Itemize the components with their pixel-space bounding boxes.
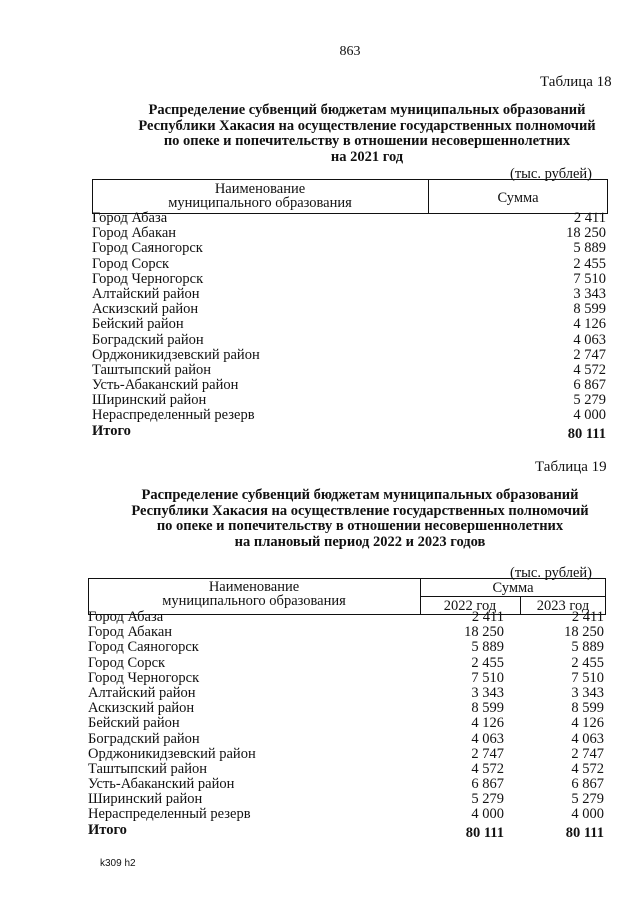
table-row — [88, 762, 606, 777]
total-row — [88, 821, 606, 841]
footer-code: k309 h2 — [100, 858, 136, 869]
row-value-2023: 4 000 — [571, 806, 604, 823]
total-row — [92, 422, 608, 442]
row-name: Ширинский район — [88, 791, 203, 808]
row-value-2022: 6 867 — [471, 776, 504, 793]
table-18-col-sum-header: Сумма — [497, 190, 539, 206]
row-value-2023: 18 250 — [564, 624, 604, 641]
row-value: 6 867 — [573, 377, 606, 394]
total-value: 80 111 — [567, 425, 606, 442]
row-name: Усть-Абаканский район — [92, 377, 239, 394]
row-value-2022: 8 599 — [471, 700, 504, 717]
table-18-unit: (тыс. рублей) — [510, 166, 592, 182]
table-19-sum-divider — [420, 596, 606, 597]
row-name: Ширинский район — [92, 392, 207, 409]
table-row — [88, 625, 606, 640]
row-name: Город Абаза — [88, 609, 164, 625]
heading-line: Распределение субвенций бюджетам муниципальных образований — [148, 102, 586, 118]
row-value-2022: 4 063 — [471, 730, 504, 747]
table-row — [92, 378, 608, 393]
row-name: Нераспределенный резерв — [88, 806, 251, 823]
table-18-label: Таблица 18 — [540, 74, 612, 90]
table-row — [92, 211, 608, 226]
row-value-2023: 4 126 — [571, 715, 604, 732]
row-name: Нераспределенный резерв — [92, 407, 255, 424]
row-value-2023: 5 279 — [571, 791, 604, 808]
row-value-2023: 8 599 — [571, 700, 604, 717]
row-name: Город Абакан — [88, 624, 173, 641]
row-name: Город Черногорск — [92, 270, 204, 287]
row-value: 7 510 — [573, 270, 606, 287]
row-name: Город Саяногорск — [88, 639, 199, 656]
row-name: Город Сорск — [88, 654, 166, 671]
heading-line: Республики Хакасия на осуществление государственных полномочий — [131, 502, 589, 519]
table-row — [88, 807, 606, 822]
heading-line: по опеке и попечительству в отношении несовершеннолетних — [163, 133, 571, 149]
heading-line: по опеке и попечительству в отношении несовершеннолетних — [156, 518, 564, 534]
row-value-2022: 2 411 — [471, 609, 504, 625]
row-value: 2 411 — [573, 210, 606, 226]
heading-line: Распределение субвенций бюджетам муниципальных образований — [141, 487, 579, 503]
table-row — [92, 408, 608, 423]
row-value-2023: 5 889 — [571, 639, 604, 656]
row-value: 18 250 — [566, 225, 606, 242]
row-value: 4 000 — [573, 407, 606, 424]
row-value-2022: 7 510 — [471, 669, 504, 686]
row-name: Город Черногорск — [88, 669, 200, 686]
row-value-2023: 2 747 — [571, 745, 604, 762]
row-value: 2 747 — [573, 346, 606, 363]
table-19-col-2023-header: 2023 год — [536, 598, 590, 614]
table-row — [88, 777, 606, 792]
table-18-col-name-header: Наименование муниципального образования — [168, 181, 352, 211]
table-19-heading — [40, 488, 640, 550]
table-row — [92, 272, 608, 287]
total-value-2022: 80 111 — [465, 824, 504, 841]
row-name: Алтайский район — [92, 285, 200, 302]
row-name: Аскизский район — [88, 700, 195, 717]
row-value: 3 343 — [573, 285, 606, 302]
row-name: Город Саяногорск — [92, 240, 203, 257]
row-name: Боградский район — [88, 730, 200, 747]
row-name: Аскизский район — [92, 301, 199, 318]
row-value-2023: 7 510 — [571, 669, 604, 686]
table-row — [88, 656, 606, 671]
row-value-2023: 4 572 — [571, 760, 604, 777]
table-19-col-2022-header: 2022 год — [443, 598, 497, 614]
row-value-2022: 2 455 — [471, 654, 504, 671]
row-value: 4 126 — [573, 316, 606, 333]
row-value-2022: 5 279 — [471, 791, 504, 808]
heading-line: на плановый период 2022 и 2023 годов — [234, 533, 486, 550]
row-value-2022: 4 572 — [471, 760, 504, 777]
table-18-heading — [47, 103, 640, 165]
row-value-2022: 2 747 — [471, 745, 504, 762]
table-row — [92, 226, 608, 241]
table-row — [92, 287, 608, 302]
row-value-2023: 3 343 — [571, 684, 604, 701]
row-name: Таштыпский район — [88, 760, 208, 777]
row-name: Орджоникидзевский район — [88, 745, 256, 762]
row-value-2022: 3 343 — [471, 684, 504, 701]
table-row — [88, 792, 606, 807]
heading-line: Республики Хакасия на осуществление государственных полномочий — [138, 117, 596, 134]
row-name: Усть-Абаканский район — [88, 776, 235, 793]
table-row — [88, 701, 606, 716]
table-row — [92, 317, 608, 332]
row-name: Бейский район — [92, 316, 184, 333]
row-name: Таштыпский район — [92, 361, 212, 378]
table-row — [88, 732, 606, 747]
table-row — [92, 302, 608, 317]
total-name: Итого — [88, 821, 127, 838]
table-19-label: Таблица 19 — [535, 459, 607, 475]
page-number: 863 — [339, 44, 361, 59]
table-row — [92, 348, 608, 363]
row-value-2022: 4 000 — [471, 806, 504, 823]
table-row — [92, 393, 608, 408]
table-19-body — [88, 609, 606, 841]
row-name: Боградский район — [92, 331, 204, 348]
table-19-unit: (тыс. рублей) — [510, 565, 592, 581]
table-19-col-sum-header: Сумма — [492, 580, 534, 596]
table-18-body — [92, 210, 608, 442]
row-value-2022: 5 889 — [471, 639, 504, 656]
row-value: 8 599 — [573, 301, 606, 318]
row-name: Город Абаза — [92, 210, 168, 226]
table-row — [92, 241, 608, 256]
row-value-2022: 18 250 — [464, 624, 504, 641]
row-name: Бейский район — [88, 715, 180, 732]
row-value-2023: 6 867 — [571, 776, 604, 793]
table-row — [88, 640, 606, 655]
table-row — [88, 671, 606, 686]
table-row — [88, 686, 606, 701]
row-value-2022: 4 126 — [471, 715, 504, 732]
row-name: Алтайский район — [88, 684, 196, 701]
total-value-2023: 80 111 — [565, 824, 604, 841]
table-row — [88, 747, 606, 762]
row-name: Орджоникидзевский район — [92, 346, 260, 363]
row-value: 4 063 — [573, 331, 606, 348]
heading-line: на 2021 год — [330, 148, 404, 165]
table-19-col-name-header: Наименование муниципального образования — [162, 579, 346, 609]
table-row — [88, 610, 606, 625]
row-value-2023: 4 063 — [571, 730, 604, 747]
total-name: Итого — [92, 422, 131, 439]
row-name: Город Абакан — [92, 225, 177, 242]
row-value: 5 279 — [573, 392, 606, 409]
row-value: 5 889 — [573, 240, 606, 257]
table-row — [92, 363, 608, 378]
row-value: 2 455 — [573, 255, 606, 272]
table-row — [92, 257, 608, 272]
row-name: Город Сорск — [92, 255, 170, 272]
table-row — [92, 333, 608, 348]
row-value-2023: 2 455 — [571, 654, 604, 671]
row-value: 4 572 — [573, 361, 606, 378]
row-value-2023: 2 411 — [571, 609, 604, 625]
table-row — [88, 716, 606, 731]
